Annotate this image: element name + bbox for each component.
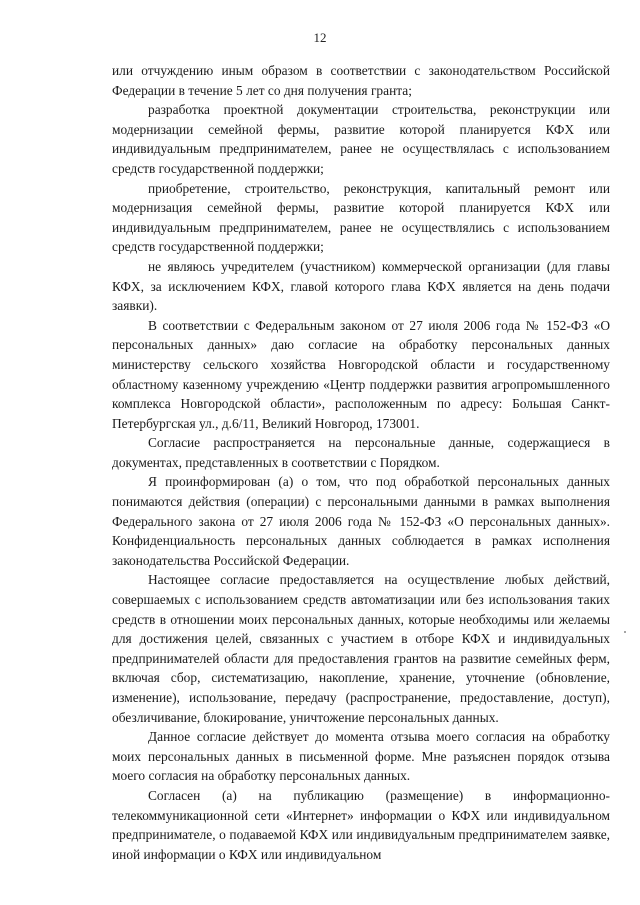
document-body bbox=[112, 61, 610, 864]
paragraph-continuation: или отчуждению иным образом в соответствии с законодательством Российской Федерации в течение 5 лет со дня получения гранта; bbox=[112, 63, 610, 98]
paragraph-informed: Я проинформирован (а) о том, что под обработкой персональных данных понимаются действия (операции) с персональными данными в рамках выполнения Федерального закона от 27 июля 2006 года № 152-ФЗ «О персональных данных». Конфиденциальность персональных данных соблюдается в рамках исполнения законодательства Российской Федерации. bbox=[112, 474, 610, 568]
paragraph-design-documentation: разработка проектной документации строительства, реконструкции или модернизации семейной фермы, развитие которой планируется КФХ или индивидуальным предпринимателем, ранее не осуществлялась с использованием средств государственной поддержки; bbox=[112, 102, 610, 176]
paragraph-consent-scope: Согласие распространяется на персональные данные, содержащиеся в документах, представленных в соответствии с Порядком. bbox=[112, 435, 610, 470]
paragraph-publication-consent: Согласен (а) на публикацию (размещение) в информационно-телекоммуникационной сети «Интернет» информации о КФХ или индивидуальном предпринимателе, о подаваемой КФХ или индивидуальным предпринимателем заявке, иной информации о КФХ или индивидуальном bbox=[112, 787, 610, 862]
scan-artifact-dot bbox=[624, 631, 626, 633]
paragraph-consent-validity: Данное согласие действует до момента отзыва моего согласия на обработку моих персональных данных в письменной форме. Мне разъяснен порядок отзыва моего согласия на обработку персональных данных. bbox=[112, 729, 610, 784]
paragraph-not-founder: не являюсь учредителем (участником) коммерческой организации (для главы КФХ, за исключением КФХ, главой которого глава КФХ является на день подачи заявки). bbox=[112, 258, 610, 314]
paragraph-acquisition-construction: приобретение, строительство, реконструкция, капитальный ремонт или модернизация семейной фермы, развитие которой планируется КФХ или индивидуальным предпринимателем, ранее не осуществлялись с использованием средств государственной поддержки; bbox=[112, 180, 610, 255]
paragraph-personal-data-consent: В соответствии с Федеральным законом от 27 июля 2006 года № 152-ФЗ «О персональных данных» даю согласие на обработку персональных данных министерству сельского хозяйства Новгородской области и государственному областному казенному учреждению «Центр поддержки развития агропромышленного комплекса Новгородской области», расположенным по адресу: Большая Санкт-Петербургская ул., д.6/11, Великий Новгород, 173001. bbox=[112, 317, 610, 431]
page-number: 12 bbox=[313, 30, 327, 45]
paragraph-actions: Настоящее согласие предоставляется на осуществление любых действий, совершаемых с использованием средств автоматизации или без использования таких средств в отношении моих персональных данных, которые необходимы или желаемы для достижения целей, связанных с участием в отборе КФХ и индивидуальных предпринимателей области для предоставления грантов на развитие семейных ферм, включая сбор, систематизацию, накопление, хранение, уточнение (обновление, изменение), использование, передачу (распространение, предоставление, доступ), обезличивание, блокирование, уничтожение персональных данных. bbox=[112, 572, 610, 725]
